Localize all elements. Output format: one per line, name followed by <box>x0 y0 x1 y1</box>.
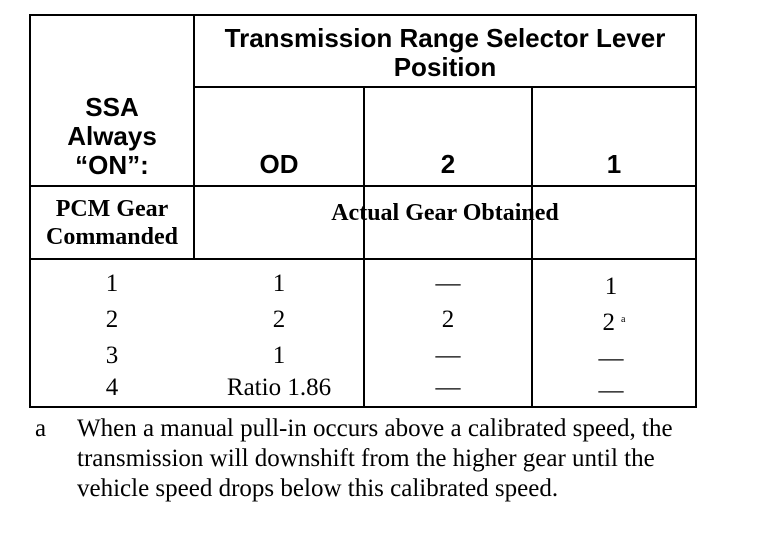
footnote-text: When a manual pull-in occurs above a calibrated speed, the transmission will downshift from the higher gear until the vehicle speed drops below this calibrated speed. <box>77 415 673 502</box>
gear-2: — <box>435 342 461 369</box>
gear-od: 2 <box>272 306 286 333</box>
footnote-ref: a <box>621 314 626 325</box>
gear-od: 1 <box>272 342 286 369</box>
divider <box>193 86 695 88</box>
gear-1: 1 <box>604 273 618 300</box>
commanded-gear: 2 <box>105 306 119 333</box>
table-row <box>31 266 695 302</box>
gear-2: — <box>435 374 461 401</box>
gear-2: — <box>435 270 461 297</box>
position-header-2: 2 <box>440 148 456 179</box>
divider <box>31 258 695 260</box>
actual-gear-header: Actual Gear Obtained <box>331 199 559 226</box>
commanded-gear: 1 <box>105 270 119 297</box>
pcm-gear-header: PCM Gear Commanded <box>45 195 178 250</box>
position-header-od: OD <box>259 148 299 179</box>
ssa-header-text: SSA Always “ON”: <box>67 92 157 180</box>
gear-1: 2 $^a$ <box>602 309 626 336</box>
footnote-mark: a <box>35 415 47 442</box>
ssa-header <box>31 86 193 184</box>
gear-1: — <box>598 345 624 372</box>
group-header <box>195 20 695 86</box>
gear-od: Ratio 1.86 <box>226 374 332 401</box>
gear-2: 2 <box>441 306 455 333</box>
gear-od: 1 <box>272 270 286 297</box>
commanded-gear: 4 <box>105 374 119 401</box>
position-header-1: 1 <box>606 148 622 179</box>
gear-1: — <box>598 377 624 404</box>
table-row <box>31 338 695 374</box>
group-header-text: Transmission Range Selector Lever Position <box>224 23 666 82</box>
commanded-gear: 3 <box>105 342 119 369</box>
table-row <box>31 370 695 406</box>
gear-table <box>29 14 697 408</box>
table-row <box>31 302 695 338</box>
